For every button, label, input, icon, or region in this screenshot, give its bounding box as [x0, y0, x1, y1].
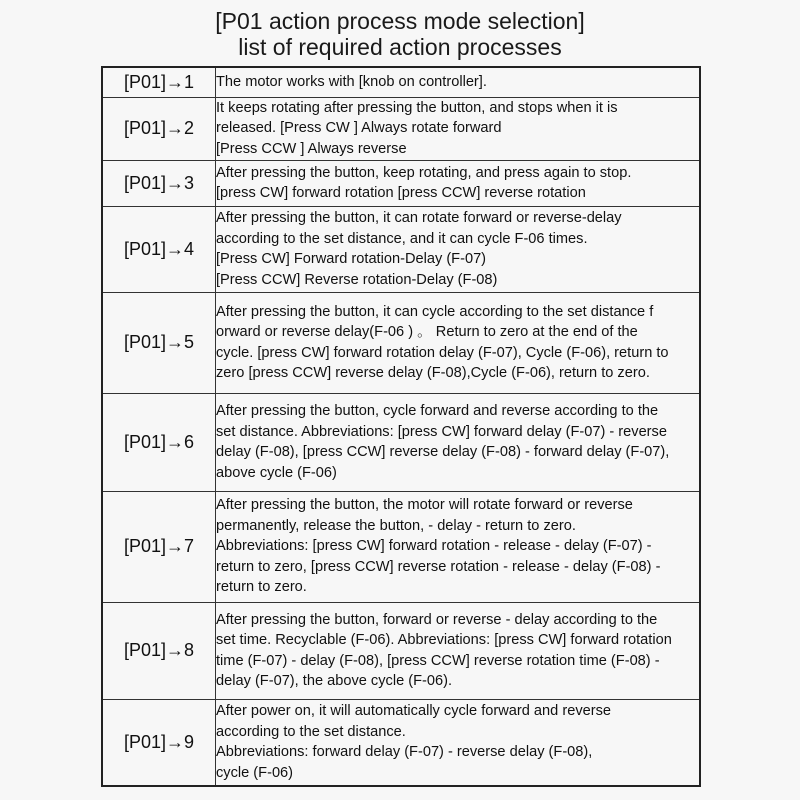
table-row	[102, 602, 700, 699]
table-row	[102, 160, 700, 206]
mode-code: [P01]→7	[102, 491, 216, 602]
mode-code: [P01]→8	[102, 602, 216, 699]
table-row	[102, 206, 700, 292]
mode-code: [P01]→6	[102, 393, 216, 491]
mode-description: After pressing the button, forward or reverse - delay according to the set time. Recyclable (F-06). Abbreviations: [press CW] forward rotation time (F-07) - delay (F-08), [press CCW] reverse rotation time (F-08) - delay (F-07), the above cycle (F-06).	[216, 602, 701, 699]
mode-code: [P01]→5	[102, 292, 216, 393]
mode-description: The motor works with [knob on controller].	[216, 67, 701, 97]
mode-code: [P01]→9	[102, 699, 216, 786]
mode-description: After pressing the button, it can cycle according to the set distance f orward or reverse delay(F-06 ) 。 Return to zero at the end of the cycle. [press CW] forward rotation delay (F-07), Cycle (F-06), return to zero [press CCW] reverse delay (F-08),Cycle (F-06), return to zero.	[216, 292, 701, 393]
mode-code: [P01]→4	[102, 206, 216, 292]
mode-code: [P01]→2	[102, 97, 216, 160]
mode-code: [P01]→1	[102, 67, 216, 97]
mode-description: After power on, it will automatically cycle forward and reverse according to the set distance. Abbreviations: forward delay (F-07) - reverse delay (F-08), cycle (F-06)	[216, 699, 701, 786]
title-line-1: [P01 action process mode selection]	[215, 8, 585, 34]
mode-description: After pressing the button, the motor will rotate forward or reverse permanently, release the button, - delay - return to zero. Abbreviations: [press CW] forward rotation - release - delay (F-07) - return to zero, [press CCW] reverse rotation - release - delay (F-08) - return to zero.	[216, 491, 701, 602]
table-row	[102, 491, 700, 602]
table-row	[102, 292, 700, 393]
mode-description: It keeps rotating after pressing the button, and stops when it is released. [Press CW ] Always rotate forward [Press CCW ] Always reverse	[216, 97, 701, 160]
mode-code: [P01]→3	[102, 160, 216, 206]
title-line-2: list of required action processes	[238, 34, 562, 60]
mode-description: After pressing the button, cycle forward and reverse according to the set distance. Abbreviations: [press CW] forward delay (F-07) - reverse delay (F-08), [press CCW] reverse delay (F-08) - forward delay (F-07), above cycle (F-06)	[216, 393, 701, 491]
mode-table	[101, 66, 701, 787]
table-row	[102, 699, 700, 786]
table-row	[102, 393, 700, 491]
table-row	[102, 97, 700, 160]
table-row	[102, 67, 700, 97]
document-title	[0, 8, 800, 60]
mode-description: After pressing the button, it can rotate forward or reverse-delay according to the set distance, and it can cycle F-06 times. [Press CW] Forward rotation-Delay (F-07) [Press CCW] Reverse rotation-Delay (F-08)	[216, 206, 701, 292]
mode-description: After pressing the button, keep rotating, and press again to stop. [press CW] forward rotation [press CCW] reverse rotation	[216, 160, 701, 206]
